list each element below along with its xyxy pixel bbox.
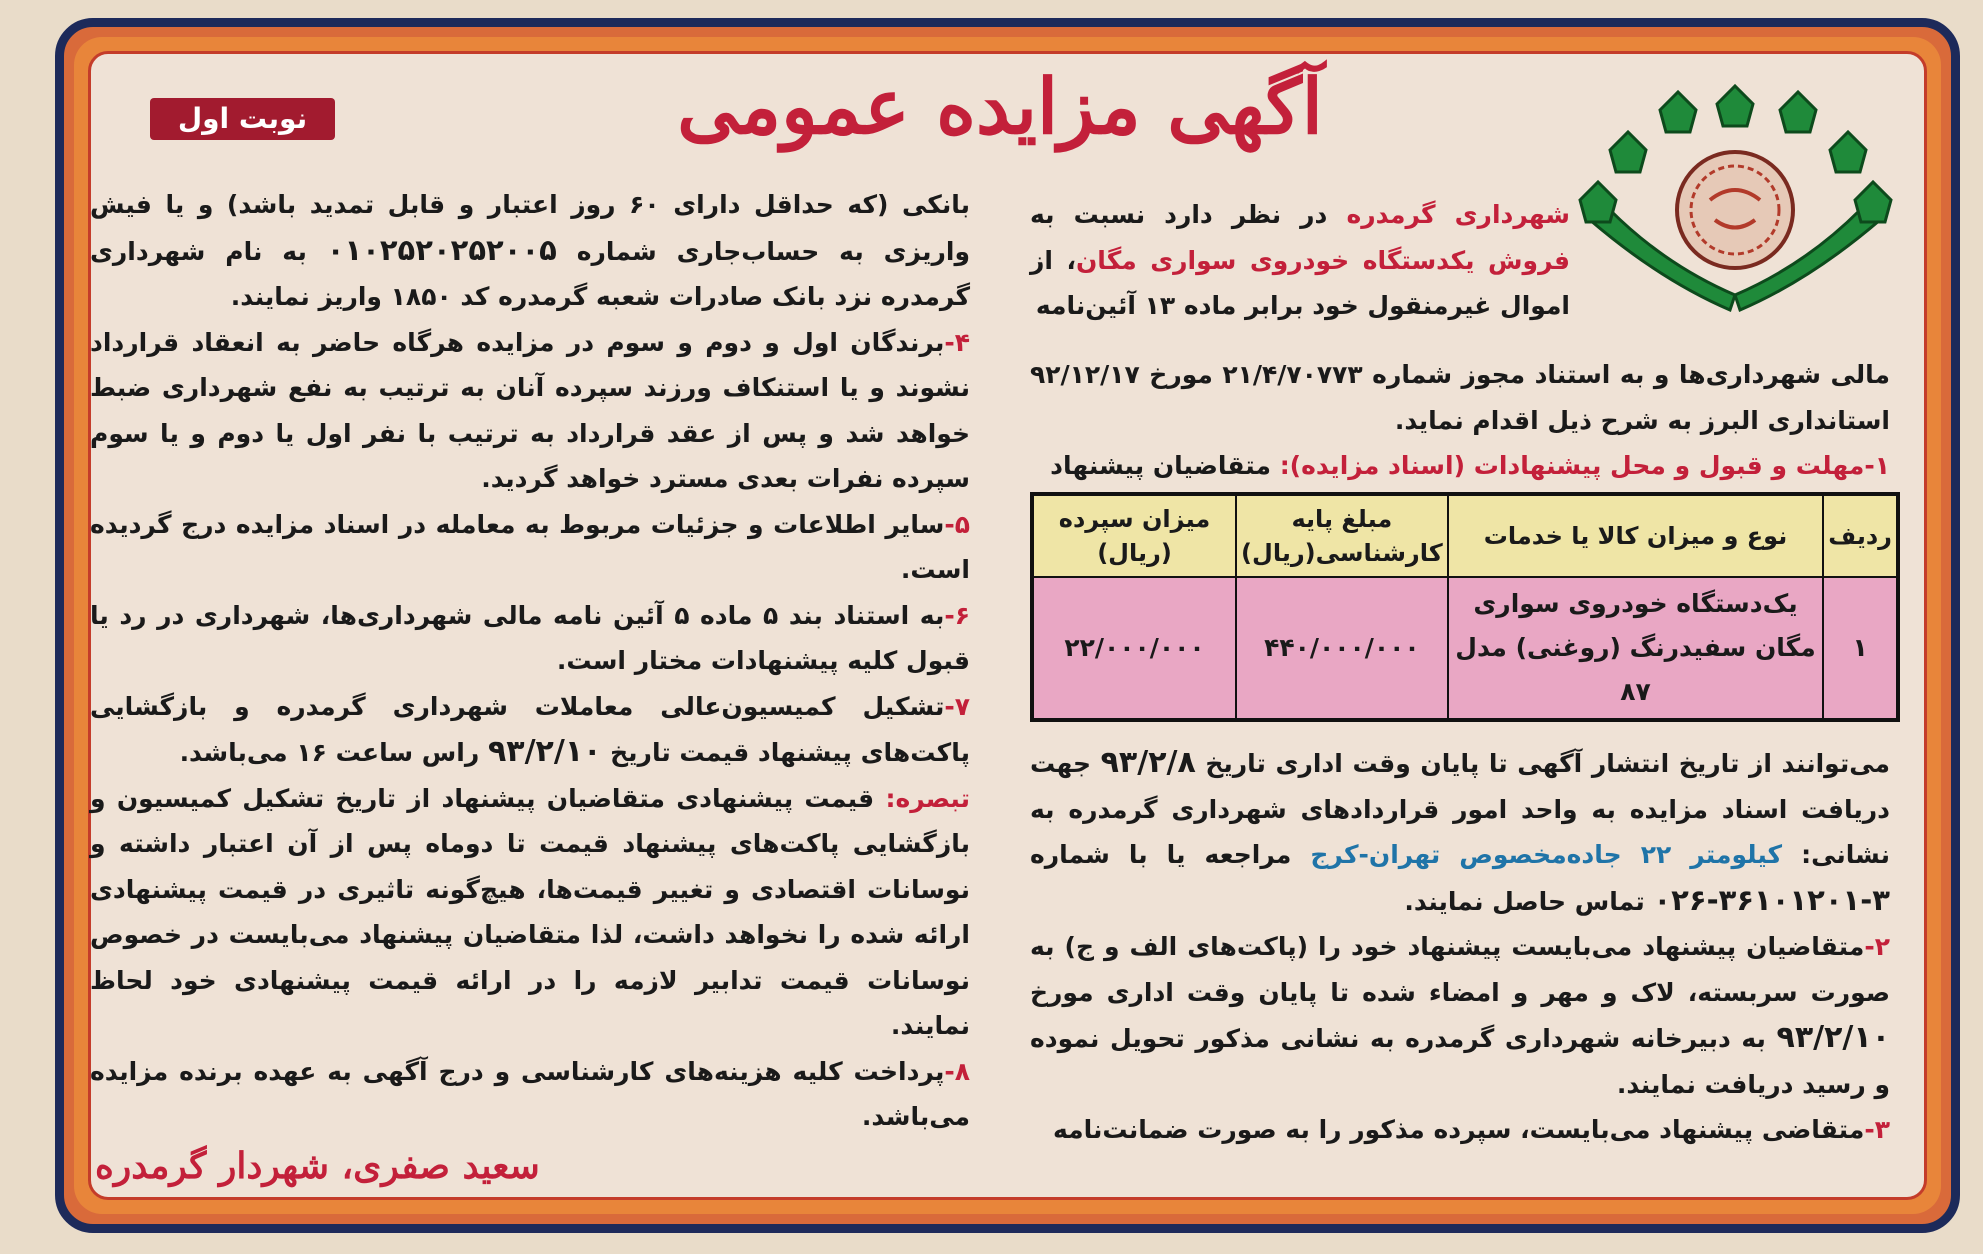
right-column-body [1030, 740, 1890, 1153]
intro-paragraph-continued: مالی شهرداری‌ها و به استناد مجوز شماره ۲۱/۴/۷۰۷۷۳ مورخ ۹۲/۱۲/۱۷ استانداری البرز به شرح ذیل اقدام نماید. ۱-مهلت و قبول و محل پیشنهادات (اسناد مزایده): متقاضیان پیشنهاد [1030, 360, 1890, 480]
item-3-paragraph: ۳-متقاضی پیشنهاد می‌بایست، سپرده مذکور را به صورت ضمانت‌نامه [1053, 1115, 1890, 1144]
item-1-heading: ۱-مهلت و قبول و محل پیشنهادات (اسناد مزایده): [1279, 451, 1890, 480]
contact-phone: ۳-۳۶۱۰۱۲۰۱-۰۲۶ [1653, 882, 1890, 917]
notice-title: آگهی مزایده عمومی [677, 62, 1323, 151]
cell-item: یک‌دستگاه خودروی سواری مگان سفیدرنگ (روغنی) مدل ۸۷ [1448, 577, 1824, 720]
table-row [1032, 577, 1898, 720]
item-5-paragraph: ۵-سایر اطلاعات و جزئیات مربوط به معامله در اسناد مزایده درج گردیده است. [90, 509, 970, 584]
cell-row-number: ۱ [1823, 577, 1898, 720]
opening-date: ۹۳/۲/۱۰ [487, 734, 602, 769]
item-7-paragraph: ۷-تشکیل کمیسیون‌عالی معاملات شهرداری گرمدره و بازگشایی پاکت‌های پیشنهاد قیمت تاریخ ۹۳/۲/۱۰ راس ساعت ۱۶ می‌باشد. [90, 691, 970, 769]
item-3-continued: بانکی (که حداقل دارای ۶۰ روز اعتبار و قابل تمدید باشد) و یا فیش واریزی به حساب‌جاری شماره ۰۱۰۲۵۲۰۲۵۲۰۰۵ به نام شهرداری گرمدره نزد بانک صادرات شعبه گرمدره کد ۱۸۵۰ واریز نمایند. [90, 190, 970, 311]
mayor-signature: سعید صفری، شهردار گرمدره [95, 1145, 540, 1187]
account-number: ۰۱۰۲۵۲۰۲۵۲۰۰۵ [326, 232, 557, 267]
header-row-number: ردیف [1823, 494, 1898, 577]
header-base-price: مبلغ پایه کارشناسی(ریال) [1236, 494, 1448, 577]
left-column-body [90, 182, 970, 1140]
item-1-paragraph: می‌توانند از تاریخ انتشار آگهی تا پایان وقت اداری تاریخ ۹۳/۲/۸ جهت دریافت اسناد مزایده به واحد امور قراردادهای شهرداری گرمدره به نشانی: کیلومتر ۲۲ جاده‌مخصوص تهران-کرج مراجعه یا با شماره ۳-۳۶۱۰۱۲۰۱-۰۲۶ تماس حاصل نمایند. [1030, 745, 1890, 917]
item-6-paragraph: ۶-به استناد بند ۵ ماده ۵ آئین نامه مالی شهرداری‌ها، شهرداری در رد یا قبول کلیه پیشنهادات مختار است. [90, 600, 970, 675]
intro-paragraph: شهرداری گرمدره در نظر دارد نسبت به فروش یکدستگاه خودروی سواری مگان، از اموال غیرمنقول خود برابر ماده ۱۳ آئین‌نامه [1030, 200, 1570, 320]
cell-deposit: ۲۲/۰۰۰/۰۰۰ [1032, 577, 1236, 720]
sale-subject: فروش یکدستگاه خودروی سواری مگان [1075, 245, 1570, 275]
item-2-paragraph: ۲-متقاضیان پیشنهاد می‌بایست پیشنهاد خود را (پاکت‌های الف و ج) به صورت سربسته، لاک و مهر و امضاء شده تا پایان وقت اداری مورخ ۹۳/۲/۱۰ به دبیرخانه شهرداری گرمدره به نشانی مذکور تحویل نموده و رسید دریافت نمایند. [1030, 932, 1890, 1099]
municipality-logo-icon [1570, 80, 1900, 320]
header-deposit: میزان سپرده (ریال) [1032, 494, 1236, 577]
header-item: نوع و میزان کالا یا خدمات [1448, 494, 1824, 577]
first-publication-badge: نوبت اول [150, 98, 335, 140]
note-paragraph: تبصره: قیمت پیشنهادی متقاضیان پیشنهاد از تاریخ تشکیل کمیسیون و بازگشایی پاکت‌های پیشنهاد قیمت تا دوماه پس از آن اعتبار داشته و نوسانات اقتصادی و تغییر قیمت‌ها، هیچ‌گونه تاثیری در قیمت پیشنهادی ارائه شده را نخواهد داشت، لذا متقاضیان پیشنهاد می‌بایست در خصوص نوسانات قیمت تدابیر لازمه را در ارائه قیمت پیشنهادی خود لحاظ نمایند. [90, 783, 970, 1040]
org-name: شهرداری گرمدره [1346, 200, 1570, 229]
auction-items-table [1030, 492, 1900, 722]
office-address: کیلومتر ۲۲ جاده‌مخصوص تهران-کرج [1310, 840, 1783, 869]
item-8-paragraph: ۸-پرداخت کلیه هزینه‌های کارشناسی و درج آگهی به عهده برنده مزایده می‌باشد. [90, 1056, 970, 1131]
table-header-row [1032, 494, 1898, 577]
cell-base-price: ۴۴۰/۰۰۰/۰۰۰ [1236, 577, 1448, 720]
submission-date: ۹۳/۲/۱۰ [1776, 1020, 1890, 1055]
item-4-paragraph: ۴-برندگان اول و دوم و سوم در مزایده هرگاه حاضر به انعقاد قرارداد نشوند و یا استنکاف ورزند سپرده آنان به ترتیب به نفع شهرداری ضبط خواهد شد و پس از عقد قرارداد به ترتیب با نفر اول یا دوم و یا سوم سپرده نفرات بعدی مسترد خواهد گردید. [90, 327, 970, 493]
note-label: تبصره: [885, 783, 970, 813]
deadline-date: ۹۳/۲/۸ [1100, 745, 1196, 780]
